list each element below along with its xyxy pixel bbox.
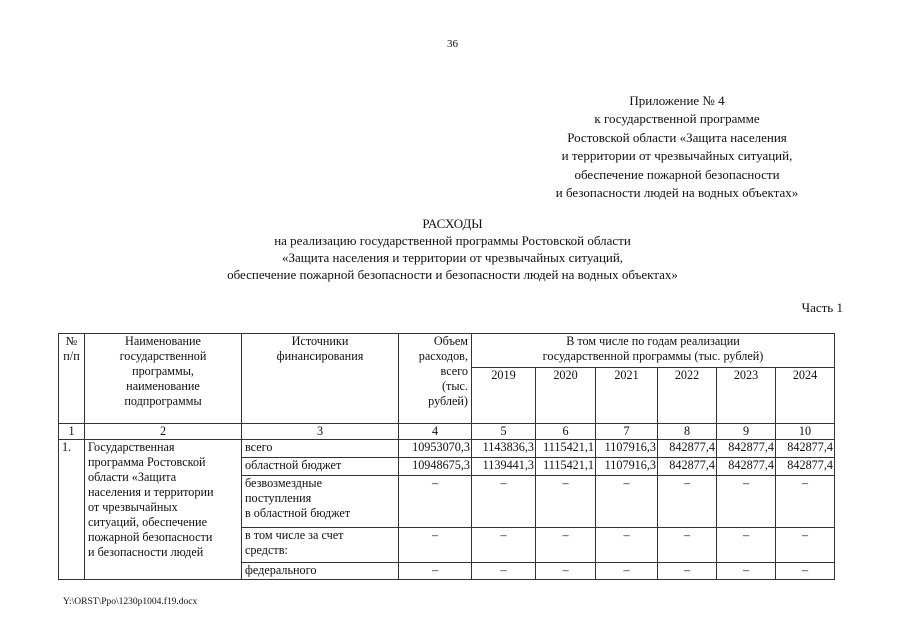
column-number: 8 (658, 424, 717, 440)
funding-source: всего (242, 440, 399, 458)
value-cell: 10948675,3 (399, 458, 472, 476)
header-year: 2023 (717, 368, 776, 424)
funding-source-line: поступления (245, 491, 312, 505)
value-cell: 842877,4 (658, 440, 717, 458)
program-name-line: пожарной безопасности (88, 530, 213, 544)
value-cell: 1143836,3 (472, 440, 536, 458)
value-cell: 1115421,1 (536, 440, 596, 458)
header-year: 2024 (776, 368, 835, 424)
appendix-line: обеспечение пожарной безопасности (574, 166, 780, 182)
appendix-line: и территории от чрезвычайных ситуаций, (561, 148, 793, 164)
value-cell: – (658, 476, 717, 528)
program-name-line: от чрезвычайных (88, 500, 178, 514)
title-line: на реализацию государственной программы Ростовской области (274, 233, 631, 248)
appendix-line: к государственной программе (594, 111, 760, 127)
header-row (59, 334, 835, 368)
program-name-line: и безопасности людей (88, 545, 204, 559)
value-cell: – (399, 563, 472, 580)
program-name-line: Государственная (88, 440, 175, 454)
value-cell: – (596, 528, 658, 563)
header-year: 2021 (596, 368, 658, 424)
value-cell: – (658, 563, 717, 580)
value-cell: – (717, 528, 776, 563)
funding-source-line: средств: (245, 543, 288, 557)
header-text: финансирования (276, 349, 364, 363)
appendix-note (512, 92, 842, 202)
header-text: программы, (132, 364, 194, 378)
value-cell: – (472, 563, 536, 580)
header-year: 2022 (658, 368, 717, 424)
appendix-line: Ростовской области «Защита населения (567, 129, 787, 145)
header-text: наименование (126, 379, 200, 393)
value-cell: 1107916,3 (596, 458, 658, 476)
funding-source: федерального (242, 563, 399, 580)
column-number: 6 (536, 424, 596, 440)
file-path-footer: Y:\ORST\Ppo\1230p1004.f19.docx (63, 597, 198, 607)
value-cell: 842877,4 (658, 458, 717, 476)
value-cell: 1107916,3 (596, 440, 658, 458)
value-cell: 842877,4 (717, 440, 776, 458)
column-number: 1 (59, 424, 85, 440)
value-cell: 842877,4 (717, 458, 776, 476)
value-cell: – (536, 476, 596, 528)
value-cell: – (658, 528, 717, 563)
header-text: расходов, (418, 349, 468, 363)
column-number: 10 (776, 424, 835, 440)
column-number: 9 (717, 424, 776, 440)
program-name-line: ситуаций, обеспечение (88, 515, 207, 529)
funding-source-line: в областной бюджет (245, 506, 351, 520)
header-name (85, 334, 242, 424)
appendix-line: Приложение № 4 (629, 93, 725, 108)
column-number: 5 (472, 424, 536, 440)
value-cell: 1139441,3 (472, 458, 536, 476)
header-text: государственной (119, 349, 207, 363)
page-number: 36 (447, 38, 458, 50)
program-number: 1. (59, 440, 85, 580)
header-text: рублей) (428, 394, 468, 408)
program-name-line: программа Ростовской (88, 455, 206, 469)
value-cell: – (472, 528, 536, 563)
value-cell: – (776, 563, 835, 580)
header-text: № (65, 334, 78, 348)
column-number: 4 (399, 424, 472, 440)
program-name-line: области «Защита (88, 470, 177, 484)
header-text: В том числе по годам реализации (566, 334, 740, 348)
document-title (0, 215, 905, 283)
program-name (85, 440, 242, 580)
value-cell: – (776, 528, 835, 563)
header-year: 2019 (472, 368, 536, 424)
value-cell: 842877,4 (776, 440, 835, 458)
funding-source (242, 528, 399, 563)
value-cell: 842877,4 (776, 458, 835, 476)
column-number: 7 (596, 424, 658, 440)
header-source (242, 334, 399, 424)
header-text: Объем (433, 334, 468, 348)
title-line: обеспечение пожарной безопасности и безопасности людей на водных объектах» (227, 267, 678, 282)
value-cell: 10953070,3 (399, 440, 472, 458)
header-text: Наименование (125, 334, 201, 348)
header-text: (тыс. (441, 379, 468, 393)
funding-source-line: безвозмездные (245, 476, 323, 490)
value-cell: – (596, 563, 658, 580)
header-text: Источники (291, 334, 349, 348)
header-text: подпрограммы (124, 394, 202, 408)
value-cell: – (536, 563, 596, 580)
funding-source-line: в том числе за счет (245, 528, 344, 542)
column-number: 2 (85, 424, 242, 440)
part-label: Часть 1 (801, 300, 843, 315)
value-cell: – (596, 476, 658, 528)
funding-source (242, 476, 399, 528)
value-cell: – (536, 528, 596, 563)
value-cell: – (776, 476, 835, 528)
value-cell: – (399, 476, 472, 528)
value-cell: – (472, 476, 536, 528)
header-year: 2020 (536, 368, 596, 424)
value-cell: – (717, 563, 776, 580)
funding-source: областной бюджет (242, 458, 399, 476)
header-years-group (472, 334, 835, 368)
header-text: п/п (63, 349, 80, 363)
column-number: 3 (242, 424, 399, 440)
appendix-line: и безопасности людей на водных объектах» (555, 185, 799, 201)
value-cell: – (717, 476, 776, 528)
value-cell: – (399, 528, 472, 563)
header-num (59, 334, 85, 424)
table-row (59, 440, 835, 458)
value-cell: 1115421,1 (536, 458, 596, 476)
column-number-row (59, 424, 835, 440)
title-line: «Защита населения и территории от чрезвычайных ситуаций, (281, 250, 624, 265)
header-text: всего (440, 364, 468, 378)
program-name-line: населения и территории (88, 485, 214, 499)
header-text: государственной программы (тыс. рублей) (542, 349, 764, 363)
expenses-table (58, 333, 835, 580)
header-volume (399, 334, 472, 424)
title-heading: РАСХОДЫ (422, 216, 483, 231)
